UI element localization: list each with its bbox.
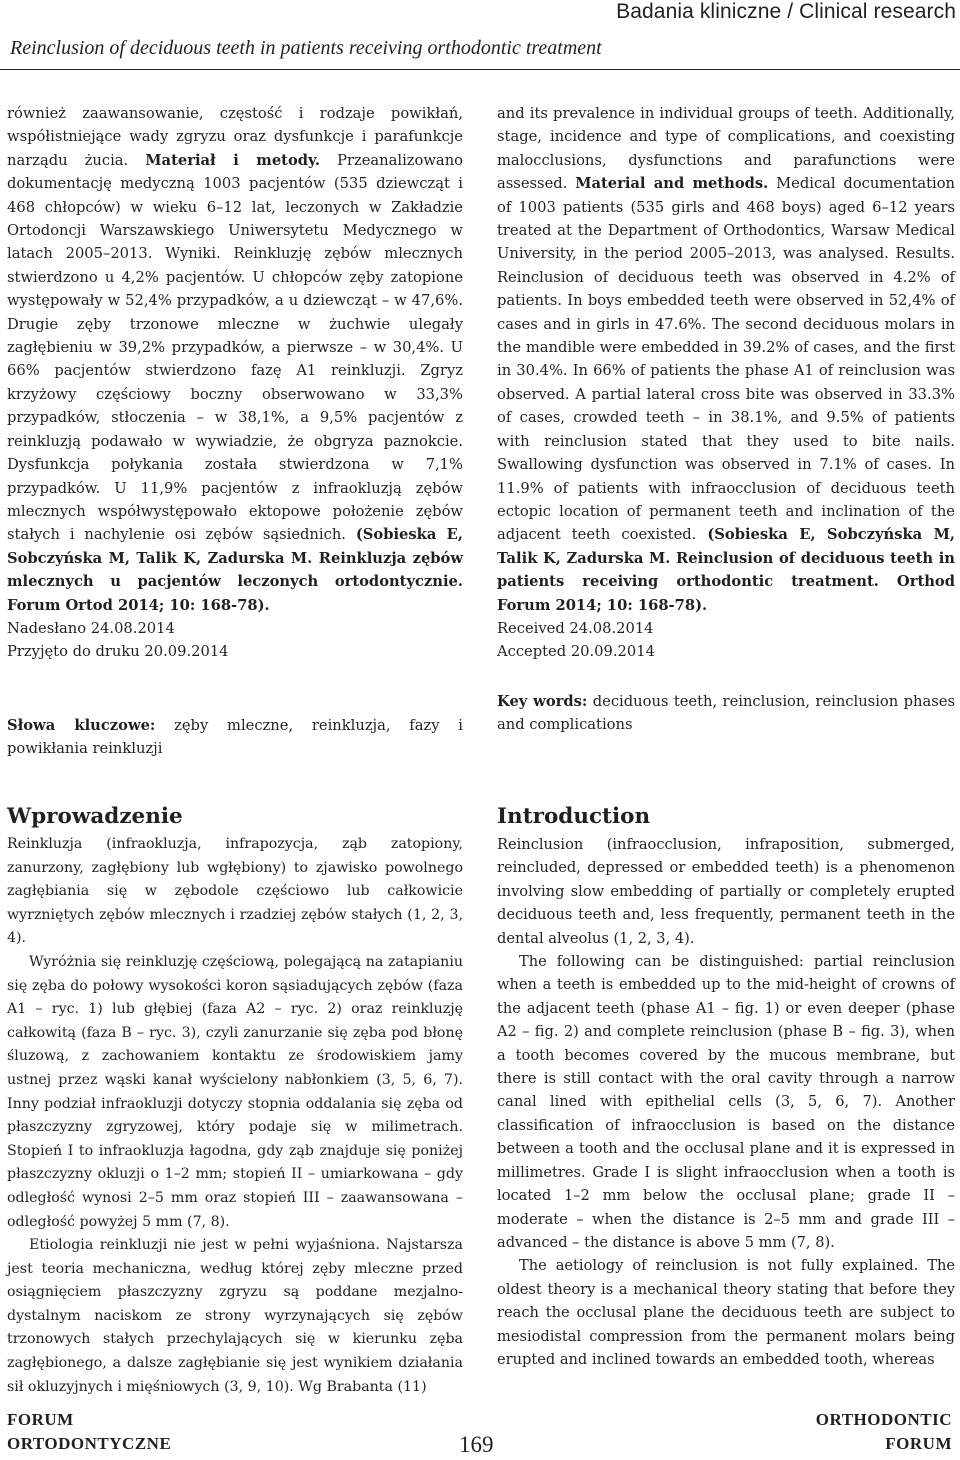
header-divider xyxy=(0,69,960,70)
keywords-pl-text: zęby mleczne, reinkluzja, fazy i powikłania reinkluzji xyxy=(7,717,463,758)
abstract-en-citation: (Sobieska E, Sobczyńska M, Talik K, Zadurska M. Reinclusion of deciduous teeth in patients receiving orthodontic treatment. Orthod Forum 2014; 10: 168-78). xyxy=(497,526,955,614)
intro-pl-heading: Wprowadzenie xyxy=(7,804,183,829)
abstract-english xyxy=(497,102,955,664)
footer-right-line2: FORUM xyxy=(885,1434,952,1453)
abstract-en-part1: and its prevalence in individual groups of teeth. Additionally, stage, incidence and type of complications, and coexisting malocclusions, dysfunctions and parafunctions were assessed. xyxy=(497,105,955,193)
footer-left-line1: FORUM xyxy=(7,1410,74,1429)
abstract-pl-part2: Przeanalizowano dokumentację medyczną 1003 pacjentów (535 dziewcząt i 468 chłopców) w wieku 6–12 lat, leczonych w Zakładzie Ortodoncji Warszawskiego Uniwersytetu Medycznego w latach 2005–2013. Wyniki. Reinkluzję zębów mlecznych stwierdzono u 4,2% pacjentów. U chłopców zęby zatopione występowały w 52,4% przypadków, a u dziewcząt – w 47,6%. Drugie zęby trzonowe mleczne w żuchwie ulegały zagłębieniu w 39,2% przypadków, a pierwsze – w 30,4%. U 66% pacjentów stwierdzono fazę A1 reinkluzji. Zgryz krzyżowy częściowy boczny obserwowano w 33,3% przypadków, stłoczenia – w 38,1%, a 9,5% pacjentów z reinkluzją podawało w wywiadzie, że obgryza paznokcie. Dysfunkcja połykania została stwierdzona w 7,1% przypadków. U 11,9% pacjentów z infraokluzją zębów mlecznych współwystępowało ektopowe położenie zębów stałych i nachylenie osi zębów sąsiednich. xyxy=(7,151,463,544)
intro-pl-paragraph-2: Wyróżnia się reinkluzję częściową, polegającą na zatapianiu się zęba do połowy wysokości koron sąsiadujących zębów (faza A1 – ryc. 1) lub głębiej (faza A2 – ryc. 2) oraz reinkluzję całkowitą (faza B – ryc. 3), czyli zanurzanie się zęba pod błonę śluzową, z zachowaniem kontaktu ze środowiskiem jamy ustnej przez wąski kanał wyścielony nabłonkiem (3, 5, 6, 7). Inny podział infraokluzji dotyczy stopnia oddalania się zęba od płaszczyzny zgryzowej, który podaje się w milimetrach. Stopień I to infraokluzja łagodna, gdy ząb znajduje się poniżej płaszczyzny okluzji o 1–2 mm; stopień II – umiarkowana – gdy odległość wynosi 2–5 mm oraz stopień III – zaawansowana – odległość powyżej 5 mm (7, 8). xyxy=(7,953,463,1230)
abstract-pl-citation: (Sobieska E, Sobczyńska M, Talik K, Zadurska M. Reinkluzja zębów mlecznych u pacjentów leczonych ortodontycznie. Forum Ortod 2014; 10: 168-78). xyxy=(7,526,463,614)
footer-left-line2: ORTODONTYCZNE xyxy=(7,1434,172,1453)
footer-journal-polish xyxy=(7,1408,171,1456)
abstract-polish xyxy=(7,102,463,664)
intro-en-paragraph-1: Reinclusion (infraocclusion, infraposition, submerged, reincluded, depressed or embedded teeth) is a phenomenon involving slow embedding of partially or completely erupted deciduous teeth and, less frequently, permanent teeth in the dental alveolus (1, 2, 3, 4). xyxy=(497,836,955,947)
intro-en-heading: Introduction xyxy=(497,804,651,829)
intro-en-paragraph-3: The aetiology of reinclusion is not fully explained. The oldest theory is a mechanical theory stating that before they reach the occlusal plane the deciduous teeth are subject to mesiodistal compression from the permanent molars being erupted and inclined towards an embedded tooth, whereas xyxy=(497,1257,955,1368)
keywords-pl-label: Słowa kluczowe: xyxy=(7,717,156,734)
abstract-english-text xyxy=(497,102,955,664)
abstract-pl-part1: również zaawansowanie, częstość i rodzaje powikłań, współistniejące wady zgryzu oraz dysfunkcje i parafunkcje narządu żucia. xyxy=(7,105,463,169)
received-date-pl: Nadesłano 24.08.2014 xyxy=(7,619,175,637)
intro-pl-paragraph-3: Etiologia reinkluzji nie jest w pełni wyjaśniona. Najstarsza jest teoria mechaniczna, według której zęby mleczne przed osiągnięciem płaszczyzny zgryzu są poddane mezjalno-dystalnym naciskom ze strony wyrzynających się zębów trzonowych stałych przechylających się w kierunku zęba zagłębionego, a dalsze zagłębianie się jest wynikiem działania sił okluzyjnych i mięśniowych (3, 9, 10). Wg Brabanta (11) xyxy=(7,1237,463,1395)
accepted-date-pl: Przyjęto do druku 20.09.2014 xyxy=(7,643,229,661)
accepted-date-en: Accepted 20.09.2014 xyxy=(497,643,655,661)
abstract-en-method-label: Material and methods. xyxy=(575,175,769,193)
footer-right-line1: ORTHODONTIC xyxy=(815,1410,952,1429)
introduction-english xyxy=(497,803,955,1371)
received-date-en: Received 24.08.2014 xyxy=(497,619,654,637)
keywords-english xyxy=(497,690,955,737)
journal-section: Badania kliniczne / Clinical research xyxy=(616,0,956,23)
abstract-polish-text xyxy=(7,102,463,664)
intro-en-paragraph-2: The following can be distinguished: partial reinclusion when a teeth is embedded up to the mid-height of crowns of the adjacent teeth (phase A1 – fig. 1) or even deeper (phase A2 – fig. 2) and complete reinclusion (phase B – fig. 3), when a tooth becomes covered by the mucous membrane, but there is still contact with the oral cavity through a narrow canal lined with epithelial cells (3, 5, 6, 7). Another classification of infraocclusion is based on the distance between a tooth and the occlusal plane and it is expressed in millimetres. Grade I is slight infraocclusion when a tooth is located 1–2 mm below the occlusal plane; grade II – moderate – when the distance is 2–5 mm and grade III – advanced – the distance is above 5 mm (7, 8). xyxy=(497,953,955,1251)
abstract-en-part2: Medical documentation of 1003 patients (535 girls and 468 boys) aged 6–12 years treated at the Department of Orthodontics, Warsaw Medical University, in the period 2005–2013, was analysed. Results. Reinclusion of deciduous teeth was observed in 4.2% of patients. In boys embedded teeth were observed in 52,4% of cases and in girls in 47.6%. The second deciduous molars in the mandible were embedded in 39.2% of cases, and the first in 30.4%. In 66% of patients the phase A1 of reinclusion was observed. A partial lateral cross bite was observed in 33.3% of cases, crowded teeth – in 38.1%, and 9.5% of patients with reinclusion stated that they used to bite nails. Swallowing dysfunction was observed in 7.1% of cases. In 11.9% of patients with infraocclusion of deciduous teeth ectopic location of permanent teeth and inclination of the adjacent teeth coexisted. xyxy=(497,175,956,544)
abstract-pl-method-label: Materiał i metody. xyxy=(145,151,320,169)
page-number: 169 xyxy=(459,1432,494,1457)
keywords-en-label: Key words: xyxy=(497,693,588,710)
intro-pl-paragraph-1: Reinkluzja (infraokluzja, infrapozycja, ząb zatopiony, zanurzony, zagłębiony lub wgłębiony) to zjawisko powolnego zagłębiania się w zębodole częściowo lub całkowicie wyrzniętych zębów mlecznych i rzadziej zębów stałych (1, 2, 3, 4). xyxy=(7,836,463,947)
introduction-polish xyxy=(7,803,463,1399)
running-title: Reinclusion of deciduous teeth in patients receiving orthodontic treatment xyxy=(10,37,602,59)
keywords-en-text: deciduous teeth, reinclusion, reinclusion phases and complications xyxy=(497,693,955,734)
keywords-polish xyxy=(7,714,463,761)
footer-journal-english xyxy=(816,1408,952,1456)
